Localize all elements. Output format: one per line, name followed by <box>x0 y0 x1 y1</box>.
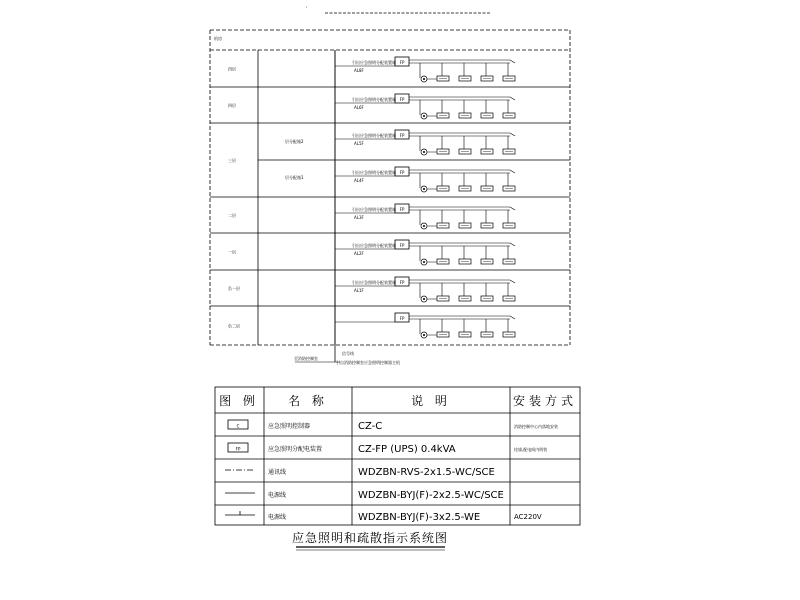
legend-name: 通讯线 <box>268 469 287 476</box>
panel-circuit <box>335 57 515 82</box>
floor-label: 二层 <box>228 213 236 218</box>
panel-code: AL6F <box>354 105 364 110</box>
row-label: 层分配箱2 <box>285 139 304 144</box>
floor-label: 三层 <box>228 158 236 163</box>
bottom-note-right-2: 引自消防控制室应急照明控制器主机 <box>336 360 400 365</box>
panel-note: 引出应急照明分配装置箱 <box>352 133 396 138</box>
power-line-3-symbol <box>225 511 255 515</box>
corner-mark: ' <box>306 6 308 11</box>
fp-box-label: FP <box>399 170 405 175</box>
panel-circuit <box>335 313 515 338</box>
fp-box-label: FP <box>399 60 405 65</box>
floor-rows <box>210 50 570 306</box>
legend-name: 电源线 <box>268 492 287 499</box>
floor-label: 机房 <box>214 36 222 41</box>
panel-code: AL5F <box>354 141 364 146</box>
row-label: 层分配箱1 <box>285 175 304 180</box>
bottom-note-left: 至消防控制室 <box>294 356 318 361</box>
legend-header: 图 例 <box>219 394 259 408</box>
legend-desc: WDZBN-BYJ(F)-2x2.5-WC/SCE <box>358 490 504 501</box>
floor-label: 一层 <box>228 249 236 255</box>
panel-code: AL1F <box>354 288 364 293</box>
fp-symbol-label: FP <box>235 446 241 452</box>
fp-box-label: FP <box>399 243 405 248</box>
legend-header: 名 称 <box>288 394 328 408</box>
diagram-title: 应急照明和疏散指示系统图 <box>291 531 449 545</box>
legend-name: 电源线 <box>268 514 287 521</box>
panel-circuit <box>335 130 515 155</box>
controller-symbol-label: C <box>236 423 240 429</box>
legend-install: 消防控制中心内落地安装 <box>514 424 558 429</box>
panel-circuit <box>335 277 515 302</box>
panel-circuit <box>335 94 515 119</box>
fp-box-label: FP <box>399 280 405 285</box>
floor-label: 四层 <box>228 66 236 72</box>
controller-symbol <box>228 420 248 429</box>
circuits <box>335 57 515 338</box>
fp-box-label: FP <box>399 207 405 212</box>
legend-desc: WDZBN-RVS-2x1.5-WC/SCE <box>358 467 495 478</box>
panel-circuit <box>335 240 515 265</box>
panel-code: AL3F <box>354 215 364 220</box>
panel-code: AL2F <box>354 251 364 256</box>
legend-header: 说 明 <box>411 394 451 408</box>
floor-label: 负二层 <box>228 323 240 329</box>
floor-frame <box>210 30 570 345</box>
panel-note: 引出应急照明分配装置箱 <box>352 170 396 175</box>
legend-header: 安装方式 <box>512 394 578 408</box>
legend-install: 挂墙,配电间内明装 <box>514 447 548 452</box>
legend-name: 应急照明控制器 <box>268 423 311 430</box>
bottom-note-right-1: 信号线 <box>342 351 354 356</box>
legend-text <box>219 393 577 523</box>
legend-desc: CZ-FP (UPS) 0.4kVA <box>358 444 456 455</box>
panel-code: AL8F <box>354 68 364 73</box>
legend-install: AC220V <box>514 513 542 521</box>
fp-box-label: FP <box>399 133 405 138</box>
panel-note: 引出应急照明分配装置箱 <box>352 207 396 212</box>
fp-box-label: FP <box>399 316 405 321</box>
floor-labels <box>214 35 304 329</box>
floor-label: 负一层 <box>228 286 240 291</box>
legend-name: 应急照明分配电装置 <box>268 446 323 453</box>
panel-code: AL4F <box>354 178 364 183</box>
legend-desc: WDZBN-BYJ(F)-3x2.5-WE <box>358 512 481 523</box>
fp-box-label: FP <box>399 97 405 102</box>
fp-symbol <box>228 443 248 452</box>
panel-note: 引出应急照明分配装置箱 <box>352 243 396 248</box>
panel-circuit <box>335 167 515 192</box>
panel-circuit <box>335 204 515 229</box>
panel-note: 引出应急照明分配装置箱 <box>352 280 396 285</box>
panel-note: 引出应急照明分配装置箱 <box>352 60 396 65</box>
legend-desc: CZ-C <box>358 421 383 432</box>
floor-label: 四层 <box>228 103 236 108</box>
panel-note: 引出应急照明分配装置箱 <box>352 97 396 102</box>
